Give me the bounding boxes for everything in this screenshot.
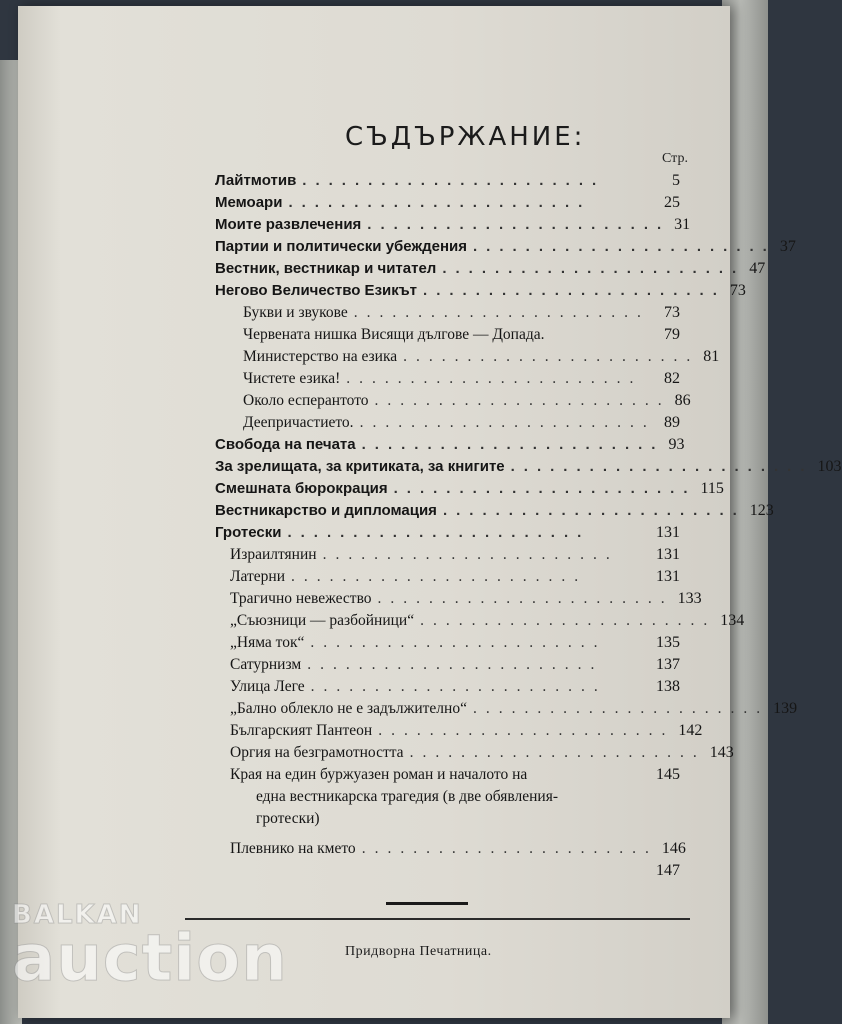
watermark-line-2: auction xyxy=(12,922,288,996)
watermark-line-1: BALKAN xyxy=(12,900,143,930)
footer-rule xyxy=(185,918,690,920)
toc-entry: Гротески ....................... 131 xyxy=(215,524,680,541)
toc-subentry: „Бално облекло не е задължително“ ....................... 139 xyxy=(230,700,798,717)
toc-subentry-continuation: гротески) xyxy=(256,810,320,827)
toc-entry: Негово Величество Езикът ....................... 73 xyxy=(215,282,746,299)
toc-subentry: 147 xyxy=(656,862,680,879)
toc-subentry: Деепричастието. ....................... 89 xyxy=(243,414,680,431)
toc-subentry: Червената нишка Висящи дългове — Допада. 79 xyxy=(243,326,680,343)
page-title: СЪДЪРЖАНИЕ: xyxy=(345,122,586,152)
toc-subentry: Около есперантото ....................... 86 xyxy=(243,392,691,409)
toc-subentry: Улица Леге ....................... 138 xyxy=(230,678,680,695)
toc-subentry: Чистете езика! ....................... 82 xyxy=(243,370,680,387)
toc-subentry: Израилтянин ....................... 131 xyxy=(230,546,680,563)
toc-entry: Моите развлечения ....................... 31 xyxy=(215,216,691,233)
page-column-label: Стр. xyxy=(662,151,688,166)
toc-entry: Вестник, вестникар и читател ....................... 47 xyxy=(215,260,766,277)
toc-entry: Мемоари ....................... 25 xyxy=(215,194,680,211)
printer-imprint: Придворна Печатница. xyxy=(345,944,492,959)
toc-subentry: „Няма ток“ ....................... 135 xyxy=(230,634,680,651)
toc-subentry: Българският Пантеон ....................... 142 xyxy=(230,722,703,739)
toc-subentry: Министерство на езика ....................... 81 xyxy=(243,348,720,365)
ornamental-rule xyxy=(386,902,468,905)
toc-subentry: Трагично невежество ....................... 133 xyxy=(230,590,702,607)
toc-entry: Лайтмотив ....................... 5 xyxy=(215,172,680,189)
toc-subentry: Латерни ....................... 131 xyxy=(230,568,680,585)
toc-subentry-continuation: една вестникарска трагедия (в две обявления- xyxy=(256,788,559,805)
toc-subentry: Букви и звукове ....................... 73 xyxy=(243,304,680,321)
toc-entry: Вестникарство и дипломация ....................... 123 xyxy=(215,502,774,519)
toc-subentry: Сатурнизм ....................... 137 xyxy=(230,656,680,673)
toc-entry: Свобода на печата ....................... 93 xyxy=(215,436,685,453)
toc-subentry: Плевнико на кмето ....................... 146 xyxy=(230,840,686,857)
toc-subentry: „Съюзници — разбойници“ ....................... 134 xyxy=(230,612,745,629)
toc-entry: За зрелищата, за критиката, за книгите ....................... 103 xyxy=(215,458,842,475)
toc-entry: Смешната бюрокрация ....................... 115 xyxy=(215,480,724,497)
toc-subentry: Края на един буржуазен роман и началото на 145 xyxy=(230,766,680,783)
toc-subentry: Оргия на безграмотността ....................... 143 xyxy=(230,744,734,761)
toc-entry: Партии и политически убеждения ....................... 37 xyxy=(215,238,796,255)
